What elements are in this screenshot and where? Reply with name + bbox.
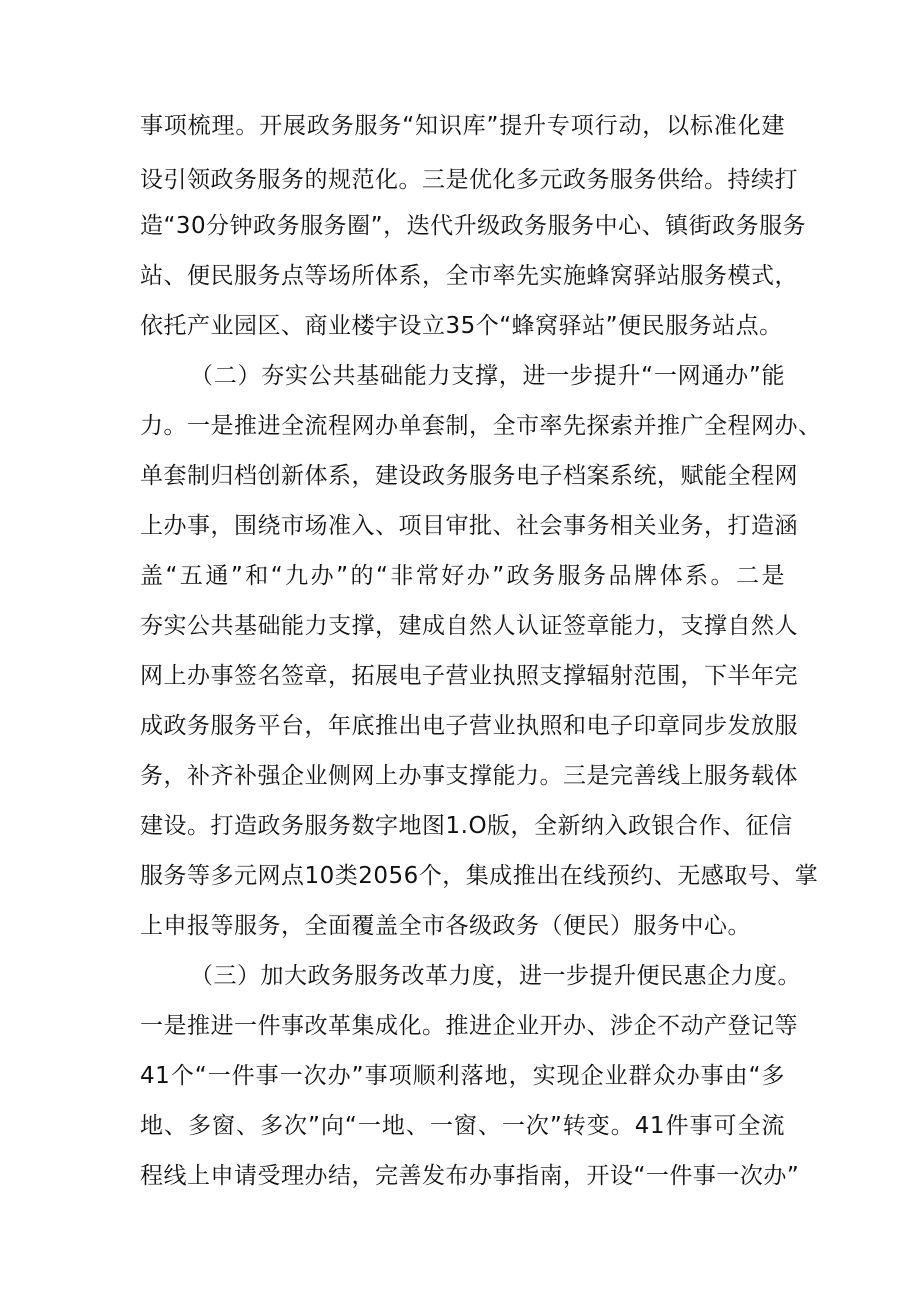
text-line: 单套制归档创新体系，建设政务服务电子档案系统，赋能全程网: [140, 463, 798, 489]
text-line: 程线上申请受理办结，完善发布办事指南，开设“一件事一次办”: [140, 1163, 800, 1189]
text-line: 服务等多元网点10类2056个，集成推出在线预约、无感取号、掌: [140, 863, 819, 889]
section-heading-line: （三）加大政务服务改革力度，进一步提升便民惠企力度。: [190, 963, 801, 989]
text-line: 一是推进一件事改革集成化。推进企业开办、涉企不动产登记等: [140, 1013, 798, 1039]
text-line: 地、多窗、多次”向“一地、一窗、一次”转变。41件事可全流: [140, 1113, 785, 1139]
text-line: 成政务服务平台，年底推出电子营业执照和电子印章同步发放服: [140, 713, 798, 739]
text-line: 上申报等服务，全面覆盖全市各级政务（便民）服务中心。: [140, 913, 751, 939]
section-heading-line: （二）夯实公共基础能力支撑，进一步提升“一网通办”能: [190, 363, 785, 389]
text-line: 盖“五通”和“九办”的“非常好办”政务服务品牌体系。二是: [140, 563, 785, 589]
text-line: 力。一是推进全流程网办单套制，全市率先探索并推广全程网办、: [140, 413, 822, 439]
text-line: 站、便民服务点等场所体系，全市率先实施蜂窝驿站服务模式，: [140, 263, 798, 289]
text-line: 依托产业园区、商业楼宇设立35个“蜂窝驿站”便民服务站点。: [140, 313, 783, 339]
text-line: 务，补齐补强企业侧网上办事支撑能力。三是完善线上服务载体: [140, 763, 798, 789]
text-line: 上办事，围绕市场准入、项目审批、社会事务相关业务，打造涵: [140, 513, 798, 539]
text-line: 网上办事签名签章，拓展电子营业执照支撑辐射范围，下半年完: [140, 663, 798, 689]
text-line: 设引领政务服务的规范化。三是优化多元政务服务供给。持续打: [140, 167, 798, 193]
text-line: 建设。打造政务服务数字地图1.O版，全新纳入政银合作、征信: [140, 813, 793, 839]
text-line: 41个“一件事一次办”事项顺利落地，实现企业群众办事由“多: [140, 1063, 785, 1089]
text-line: 夯实公共基础能力支撑，建成自然人认证签章能力，支撑自然人: [140, 613, 798, 639]
text-line: 事项梳理。开展政务服务“知识库”提升专项行动，以标准化建: [140, 113, 785, 139]
text-line: 造“30分钟政务服务圈”，迭代升级政务服务中心、镇街政务服务: [140, 213, 807, 239]
